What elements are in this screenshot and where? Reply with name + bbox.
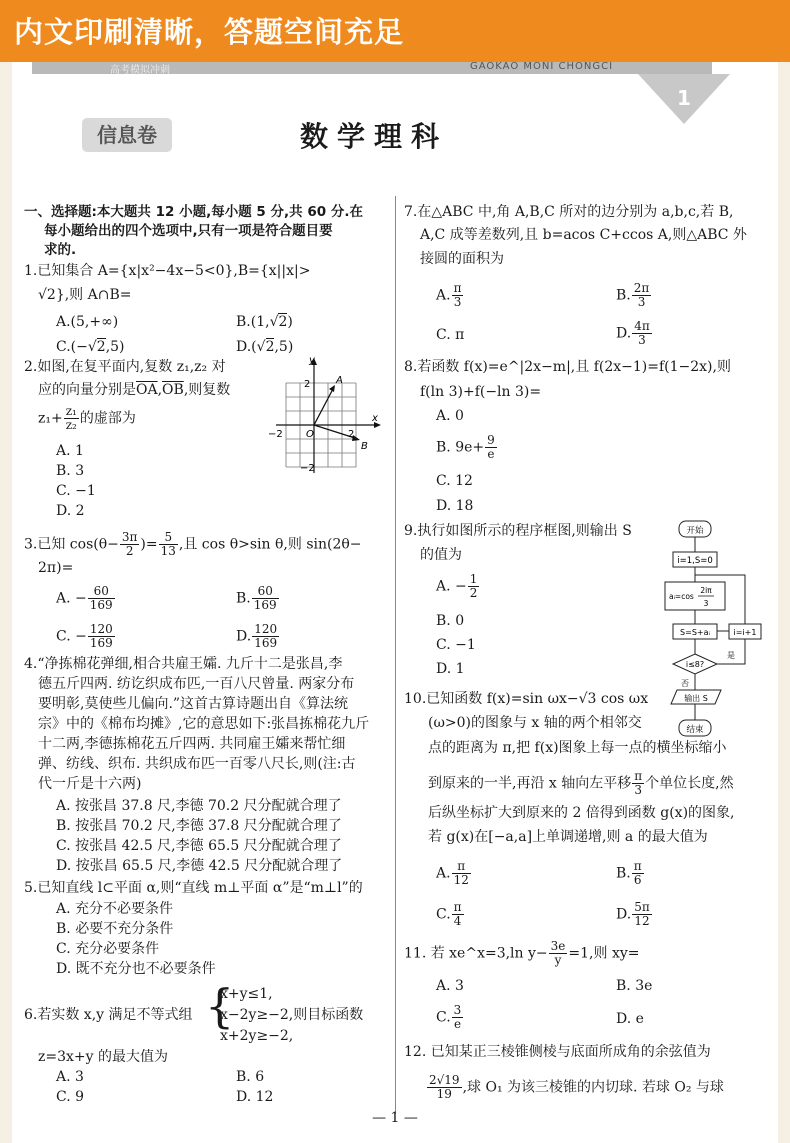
q6-brace: { bbox=[205, 979, 235, 1033]
q10-stem-5: 后纵坐标扩大到原来的 2 倍得到函数 g(x)的图象, bbox=[428, 805, 735, 821]
q2-label-xleft: −2 bbox=[268, 429, 283, 440]
q6-option-c: C. 9 bbox=[56, 1089, 85, 1105]
q5-stem: 5.已知直线 l⊂平面 α,则“直线 m⊥平面 α”是“m⊥l”的 bbox=[24, 880, 363, 896]
q2-label-b: B bbox=[361, 441, 368, 452]
promo-banner bbox=[0, 0, 790, 62]
q10-option-a: A. $\frac{\pi}{12}$ bbox=[436, 859, 469, 887]
flow-cond-label: i≤8? bbox=[685, 660, 705, 669]
q4-stem-3: 要明彰,莫使些儿偏向.”这首古算诗题出自《算法统 bbox=[38, 696, 349, 712]
q4-stem-4: 宗》中的《棉布均摊》,它的意思如下:张昌拣棉花九斤 bbox=[38, 716, 370, 732]
q1-option-d: D.(√2,5) bbox=[236, 339, 294, 355]
flow-init-label: i=1,S=0 bbox=[677, 556, 713, 566]
q11-option-b: B. 3e bbox=[616, 978, 653, 994]
q8-option-d: D. 18 bbox=[436, 498, 474, 514]
page-title: 数学理科 bbox=[300, 120, 449, 153]
q9-option-c: C. −1 bbox=[436, 637, 476, 653]
q9-stem-1: 9.执行如图所示的程序框图,则输出 S bbox=[404, 523, 632, 539]
q2-stem-3: z₁+ $\frac{\text{z₁}}{\text{z₂}}$ 的虚部为 bbox=[38, 404, 136, 432]
flow-assign-label: aᵢ=cos bbox=[669, 592, 694, 601]
q7-stem-2: A,C 成等差数列,且 b=acos C+ccos A,则△ABC 外 bbox=[420, 227, 747, 243]
q8-stem-2: f(ln 3)+f(−ln 3)= bbox=[420, 384, 542, 400]
q4-stem-1: 4.“净拣棉花弹细,相合共雇王孀. 九斤十二是张昌,李 bbox=[24, 656, 343, 672]
q4-stem-7: 代一斤是十六两) bbox=[38, 776, 142, 792]
q4-stem-6: 弹、纺线、织布. 共织成布匹一百零八尺长,则(注:古 bbox=[38, 756, 356, 772]
q10-stem-6: 若 g(x)在[−a,a]上单调递增,则 a 的最大值为 bbox=[428, 829, 708, 845]
q10-stem-1: 10.已知函数 f(x)=sin ωx−√3 cos ωx bbox=[404, 691, 649, 707]
q8-option-a: A. 0 bbox=[436, 408, 464, 424]
q2-vector-a bbox=[314, 387, 334, 425]
q5-option-a: A. 充分不必要条件 bbox=[56, 901, 174, 917]
q7-stem-1: 7.在△ABC 中,角 A,B,C 所对的边分别为 a,b,c,若 B, bbox=[404, 204, 734, 220]
q10-stem-3: 点的距离为 π,把 f(x)图象上每一点的横坐标缩小 bbox=[428, 740, 727, 756]
q12-stem-1: 12. 已知某正三棱锥侧棱与底面所成角的余弦值为 bbox=[404, 1044, 711, 1060]
q6-constraint-1: x+y≤1, bbox=[220, 986, 273, 1002]
q4-option-c: C. 按张昌 42.5 尺,李德 65.5 尺分配就合理了 bbox=[56, 838, 342, 854]
q8-option-c: C. 12 bbox=[436, 473, 473, 489]
q2-option-a: A. 1 bbox=[56, 443, 84, 459]
flow-output-label: 输出 S bbox=[684, 694, 708, 703]
q2-label-y: y bbox=[309, 355, 315, 366]
q1-stem-2: √2},则 A∩B= bbox=[38, 287, 132, 303]
q3-stem: 3.已知 cos(θ− $\frac{3\pi}{2}$ )= $\frac{5}{13}$ ,且 cos θ>sin θ,则 sin(2θ− bbox=[24, 530, 362, 558]
header-left: 高考模拟冲刺 bbox=[110, 65, 170, 76]
q2-label-ybot: −2 bbox=[300, 463, 315, 474]
section-heading-3: 求的. bbox=[44, 242, 77, 258]
flow-end-label: 结束 bbox=[686, 725, 704, 735]
q7-option-d: D. $\frac{4\pi}{3}$ bbox=[616, 319, 650, 347]
q3-option-b: B. $\frac{60}{169}$ bbox=[236, 584, 277, 612]
flow-assign-num: 2iπ bbox=[700, 586, 712, 595]
q5-option-b: B. 必要不充分条件 bbox=[56, 921, 174, 937]
q11-stem: 11. 若 xe^x=3,ln y− $\frac{3e}{y}$ =1,则 xy= bbox=[404, 939, 640, 967]
page-number-footer: — 1 — bbox=[372, 1110, 418, 1126]
q11-option-a: A. 3 bbox=[436, 978, 464, 994]
q3-option-c: C. − $\frac{120}{169}$ bbox=[56, 622, 113, 650]
flow-yes-label: 是 bbox=[727, 651, 735, 660]
q5-option-c: C. 充分必要条件 bbox=[56, 941, 160, 957]
flow-assign-den: 3 bbox=[703, 599, 709, 608]
q3-option-a: A. − $\frac{60}{169}$ bbox=[56, 584, 113, 612]
q8-option-b: B. 9e+ $\frac{9}{e}$ bbox=[436, 433, 495, 461]
q4-option-a: A. 按张昌 37.8 尺,李德 70.2 尺分配就合理了 bbox=[56, 798, 342, 814]
page-badge-number: 1 bbox=[677, 86, 691, 110]
q6-constraint-3: x+2y≥−2, bbox=[220, 1028, 294, 1044]
q2-stem: 2.如图,在复平面内,复数 z₁,z₂ 对 bbox=[24, 359, 226, 375]
q2-label-ytop: 2 bbox=[304, 379, 311, 390]
q3-option-d: D. $\frac{120}{169}$ bbox=[236, 622, 278, 650]
q1-option-a: A.(5,+∞) bbox=[56, 314, 119, 330]
q6-option-b: B. 6 bbox=[236, 1069, 265, 1085]
q2-stem-2: 应的向量分别是$\overline{OA},\overline{OB}$,则复数 bbox=[38, 382, 231, 398]
q7-option-b: B. $\frac{2\pi}{3}$ bbox=[616, 281, 650, 309]
section-heading-2: 每小题给出的四个选项中,只有一项是符合题目要 bbox=[44, 223, 333, 239]
flow-sum-label: S=S+aᵢ bbox=[680, 628, 710, 637]
q4-stem-2: 德五斤四两. 纺讫织成布匹,一百八尺曾量. 两家分布 bbox=[38, 676, 355, 692]
q9-stem-2: 的值为 bbox=[420, 547, 462, 563]
q6-option-a: A. 3 bbox=[56, 1069, 84, 1085]
flow-inc-label: i=i+1 bbox=[733, 628, 757, 637]
q12-stem-2: $\frac{2√19}{19}$ ,球 O₁ 为该三棱锥的内切球. 若球 O₂ 与球 bbox=[429, 1073, 724, 1101]
q9-option-a: A. − $\frac{1}{2}$ bbox=[436, 572, 478, 600]
q11-option-d: D. e bbox=[616, 1011, 644, 1027]
q6-stem: 6.若实数 x,y 满足不等式组 bbox=[24, 1007, 193, 1023]
q6-option-d: D. 12 bbox=[236, 1089, 274, 1105]
q6-stem-2: z=3x+y 的最大值为 bbox=[38, 1049, 168, 1065]
q1-stem: 1.已知集合 A={x|x²−4x−5<0},B={x||x|> bbox=[24, 263, 311, 279]
flow-no-label: 否 bbox=[681, 679, 689, 688]
q10-option-b: B. $\frac{\pi}{6}$ bbox=[616, 859, 642, 887]
q7-option-c: C. π bbox=[436, 327, 465, 343]
q10-stem-2: (ω>0)的图象与 x 轴的两个相邻交 bbox=[428, 715, 642, 731]
q1-option-c: C.(−√2,5) bbox=[56, 339, 125, 355]
q9-flowchart bbox=[655, 518, 765, 740]
q10-stem-4: 到原来的一半,再沿 x 轴向左平移 $\frac{\pi}{3}$ 个单位长度,然 bbox=[428, 769, 734, 797]
q9-option-d: D. 1 bbox=[436, 661, 465, 677]
q6-constraint-2: x−2y≥−2,则目标函数 bbox=[220, 1007, 364, 1023]
q10-option-c: C. $\frac{\pi}{4}$ bbox=[436, 900, 462, 928]
q4-option-b: B. 按张昌 70.2 尺,李德 37.8 尺分配就合理了 bbox=[56, 818, 342, 834]
banner-text: 内文印刷清晰，答题空间充足 bbox=[14, 15, 405, 49]
q10-option-d: D. $\frac{5\pi}{12}$ bbox=[616, 900, 650, 928]
q8-stem-1: 8.若函数 f(x)=e^|2x−m|,且 f(2x−1)=f(1−2x),则 bbox=[404, 359, 731, 375]
q2-option-d: D. 2 bbox=[56, 503, 85, 519]
q11-option-c: C. $\frac{3}{e}$ bbox=[436, 1003, 462, 1031]
q2-label-a: A bbox=[336, 375, 343, 386]
q7-stem-3: 接圆的面积为 bbox=[420, 251, 504, 267]
q9-option-b: B. 0 bbox=[436, 613, 465, 629]
q2-label-x: x bbox=[372, 413, 378, 424]
q2-label-xright: 2 bbox=[348, 429, 355, 440]
q2-option-b: B. 3 bbox=[56, 463, 85, 479]
header-right: GAOKAO MONI CHONGCI bbox=[470, 61, 614, 72]
q2-label-origin: O bbox=[306, 429, 314, 440]
q7-option-a: A. $\frac{\pi}{3}$ bbox=[436, 281, 462, 309]
q5-option-d: D. 既不充分也不必要条件 bbox=[56, 961, 216, 977]
column-divider bbox=[395, 196, 396, 1114]
q4-stem-5: 十二两,李德拣棉花五斤四两. 共同雇王孀来帮忙细 bbox=[38, 736, 346, 752]
q3-stem-2: 2π)= bbox=[38, 560, 74, 576]
flow-start-label: 开始 bbox=[686, 526, 704, 536]
section-heading: 一、选择题:本大题共 12 小题,每小题 5 分,共 60 分.在 bbox=[24, 204, 363, 220]
q1-option-b: B.(1,√2) bbox=[236, 314, 293, 330]
q2-complex-plane-figure bbox=[262, 355, 384, 477]
q2-option-c: C. −1 bbox=[56, 483, 96, 499]
paper-type-tag: 信息卷 bbox=[82, 118, 172, 152]
q4-option-d: D. 按张昌 65.5 尺,李德 42.5 尺分配就合理了 bbox=[56, 858, 343, 874]
